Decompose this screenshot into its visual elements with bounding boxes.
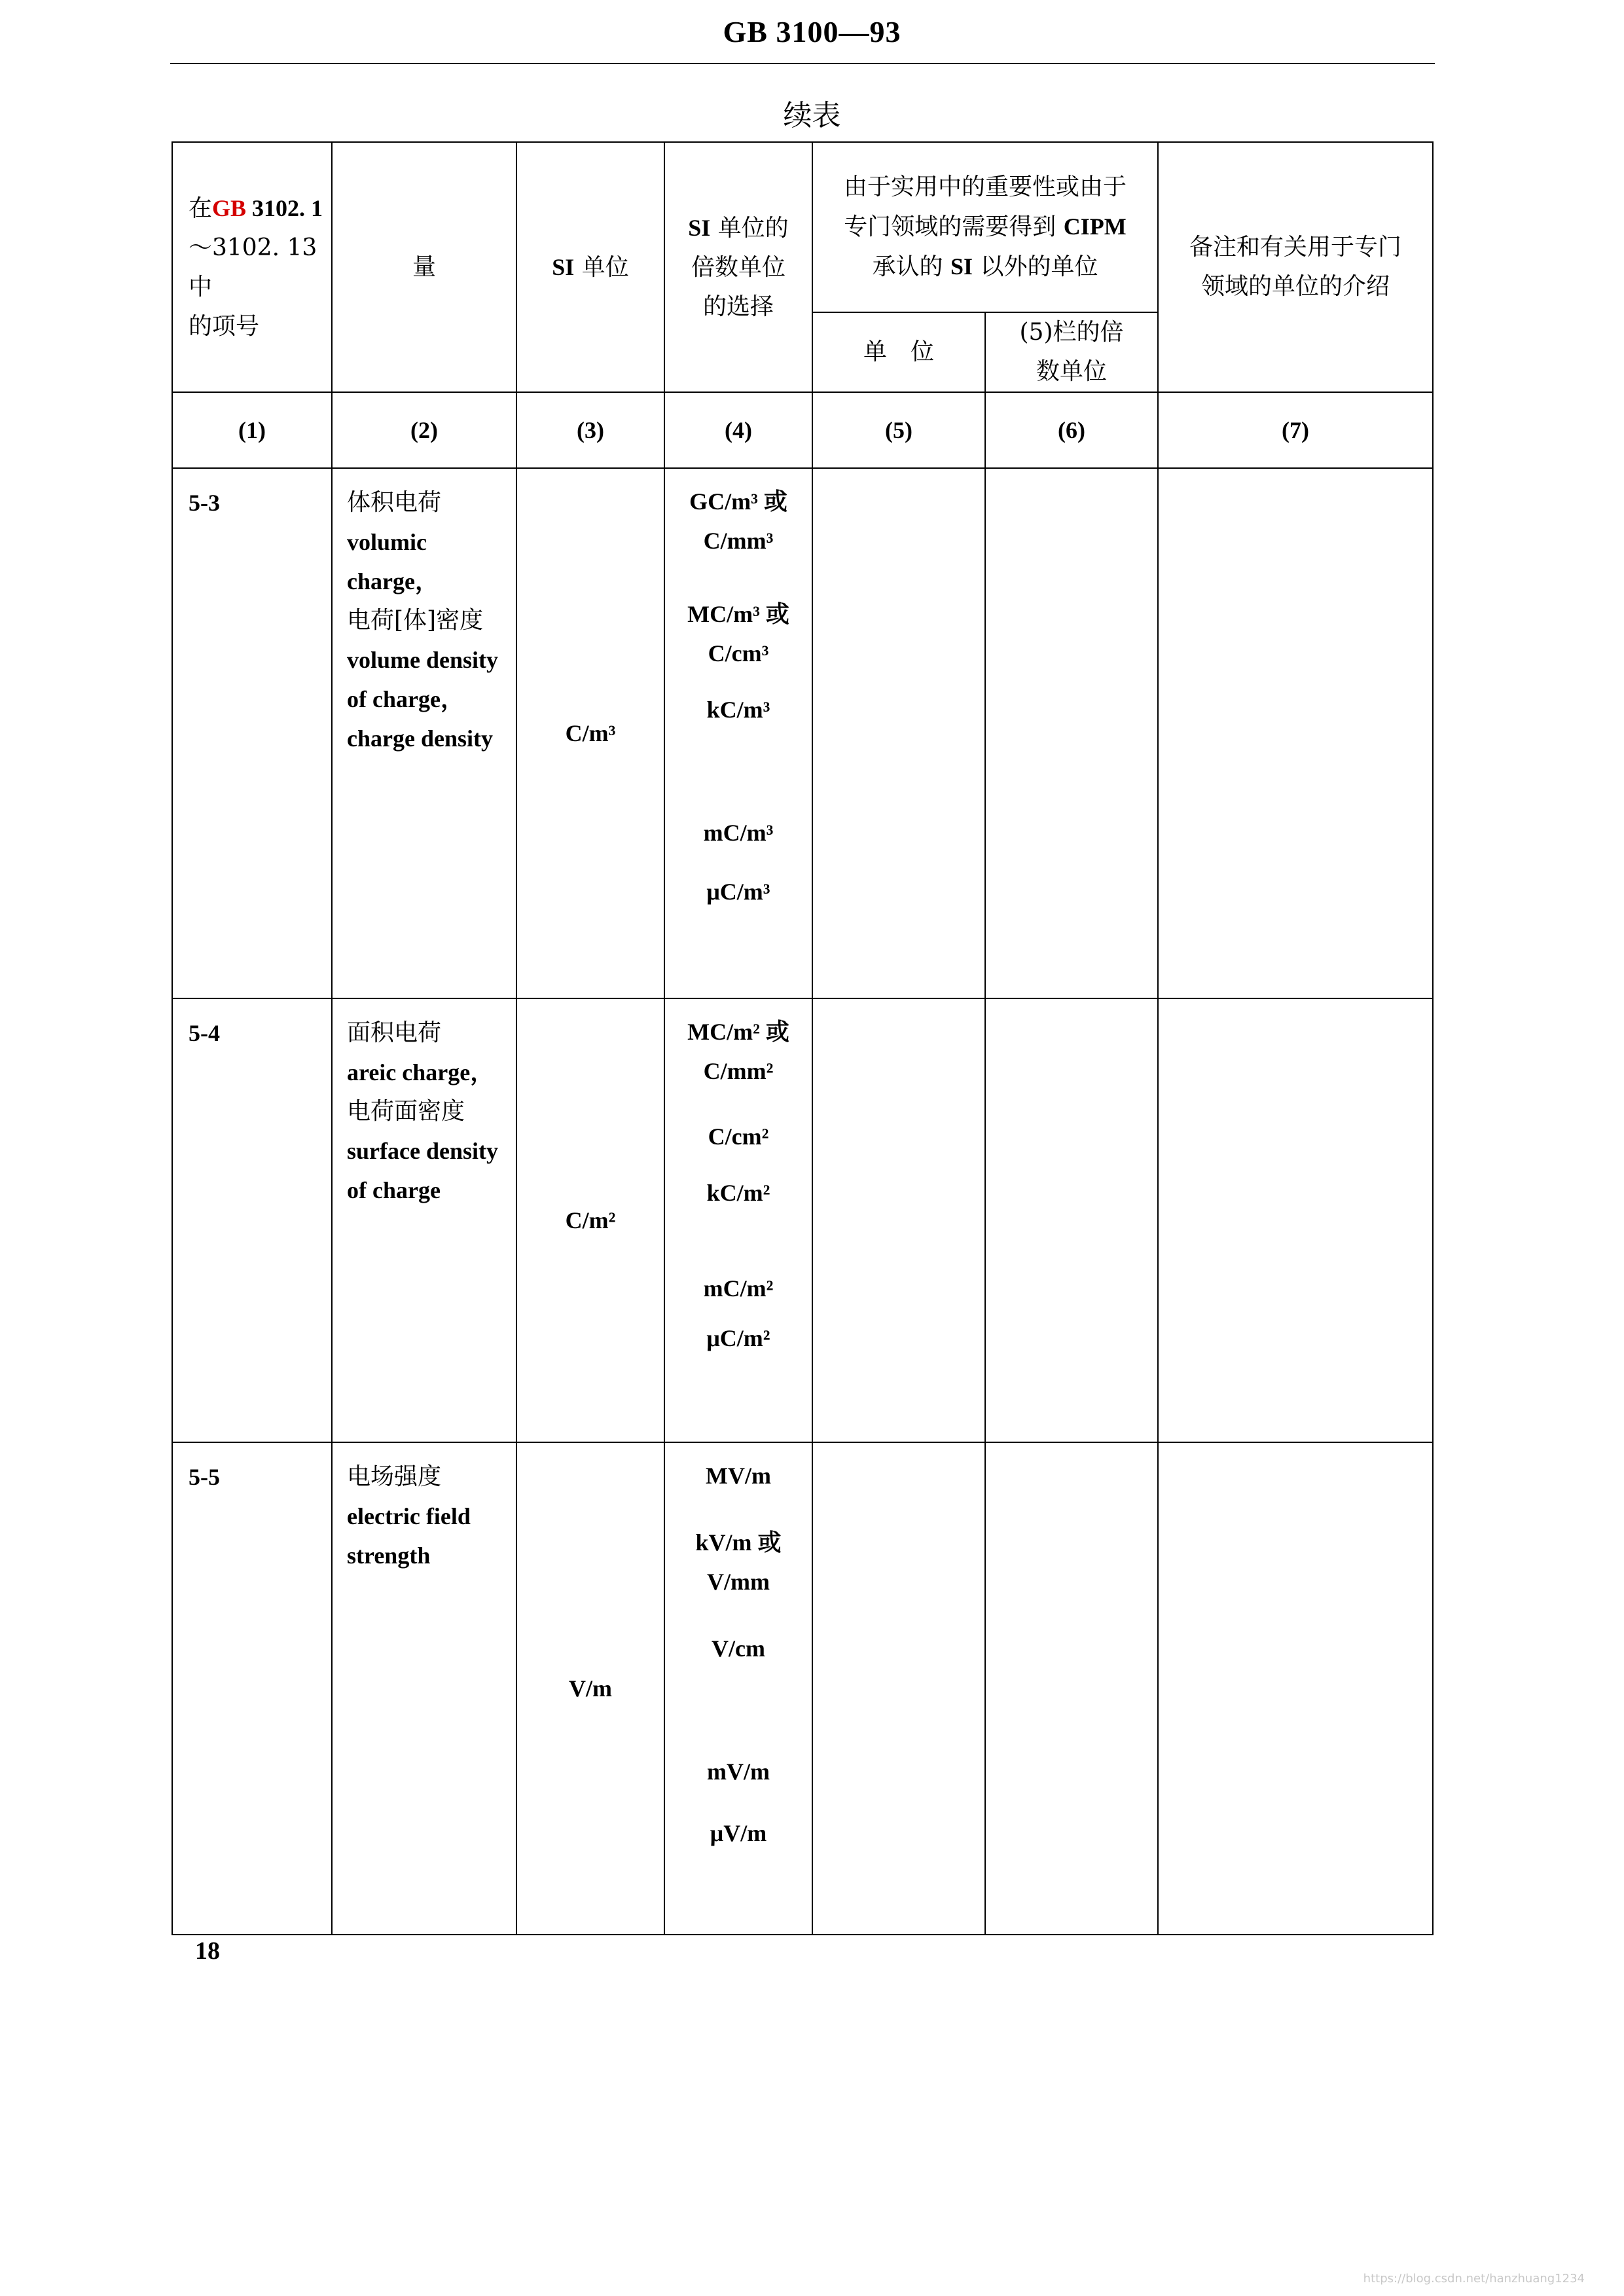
empty-cell bbox=[812, 468, 985, 998]
empty-cell bbox=[985, 1442, 1158, 1935]
empty-cell bbox=[812, 1442, 985, 1935]
unit-multiples: MC/m² 或 C/mm² C/cm² kC/m² mC/m² μC/m² bbox=[664, 998, 812, 1442]
column-number: (7) bbox=[1158, 392, 1433, 468]
column-number: (6) bbox=[985, 392, 1158, 468]
column-number: (5) bbox=[812, 392, 985, 468]
header-non-si-units: 由于实用中的重要性或由于 专门领域的需要得到 CIPM 承认的 SI 以外的单位 bbox=[812, 142, 1158, 312]
units-table bbox=[171, 141, 1434, 1935]
si-unit: C/m³ bbox=[516, 468, 664, 998]
header-item-number: 在GB 3102. 1 ～3102. 13 中 的项号 bbox=[172, 142, 332, 392]
empty-cell bbox=[985, 468, 1158, 998]
column-number: (2) bbox=[332, 392, 516, 468]
column-number: (4) bbox=[664, 392, 812, 468]
empty-cell bbox=[1158, 468, 1433, 998]
column-number: (3) bbox=[516, 392, 664, 468]
si-unit: V/m bbox=[516, 1442, 664, 1935]
header-multiples: SI 单位的 倍数单位 的选择 bbox=[664, 142, 812, 392]
empty-cell bbox=[1158, 1442, 1433, 1935]
item-number: 5-4 bbox=[172, 998, 332, 1442]
quantity-name: 电场强度 electric field strength bbox=[332, 1442, 516, 1935]
empty-cell bbox=[985, 998, 1158, 1442]
header-unit-multiples: (5)栏的倍 数单位 bbox=[985, 312, 1158, 392]
header-remarks: 备注和有关用于专门 领域的单位的介绍 bbox=[1158, 142, 1433, 392]
gb-reference: GB bbox=[212, 194, 247, 221]
header-si-unit: SI 单位 bbox=[516, 142, 664, 392]
quantity-name: 面积电荷 areic charge， 电荷面密度 surface density of charge bbox=[332, 998, 516, 1442]
header-rule bbox=[170, 63, 1435, 64]
header-unit: 单 位 bbox=[812, 312, 985, 392]
table-row bbox=[172, 998, 1433, 1442]
unit-multiples: GC/m³ 或 C/mm³ MC/m³ 或 C/cm³ kC/m³ mC/m³ μC/m³ bbox=[664, 468, 812, 998]
empty-cell bbox=[1158, 998, 1433, 1442]
table-caption: 续表 bbox=[783, 99, 841, 132]
table-row bbox=[172, 468, 1433, 998]
empty-cell bbox=[812, 998, 985, 1442]
header-quantity: 量 bbox=[332, 142, 516, 392]
item-number: 5-5 bbox=[172, 1442, 332, 1935]
column-number: (1) bbox=[172, 392, 332, 468]
watermark-text: https://blog.csdn.net/hanzhuang1234 bbox=[1363, 2272, 1585, 2286]
si-unit: C/m² bbox=[516, 998, 664, 1442]
document-header-title: GB 3100—93 bbox=[723, 15, 901, 48]
page-number: 18 bbox=[195, 1937, 220, 1965]
unit-multiples: MV/m kV/m 或 V/mm V/cm mV/m μV/m bbox=[664, 1442, 812, 1935]
quantity-name: 体积电荷 volumic charge， 电荷[体]密度 volume density of charge， charge density bbox=[332, 468, 516, 998]
item-number: 5-3 bbox=[172, 468, 332, 998]
table-row bbox=[172, 1442, 1433, 1935]
